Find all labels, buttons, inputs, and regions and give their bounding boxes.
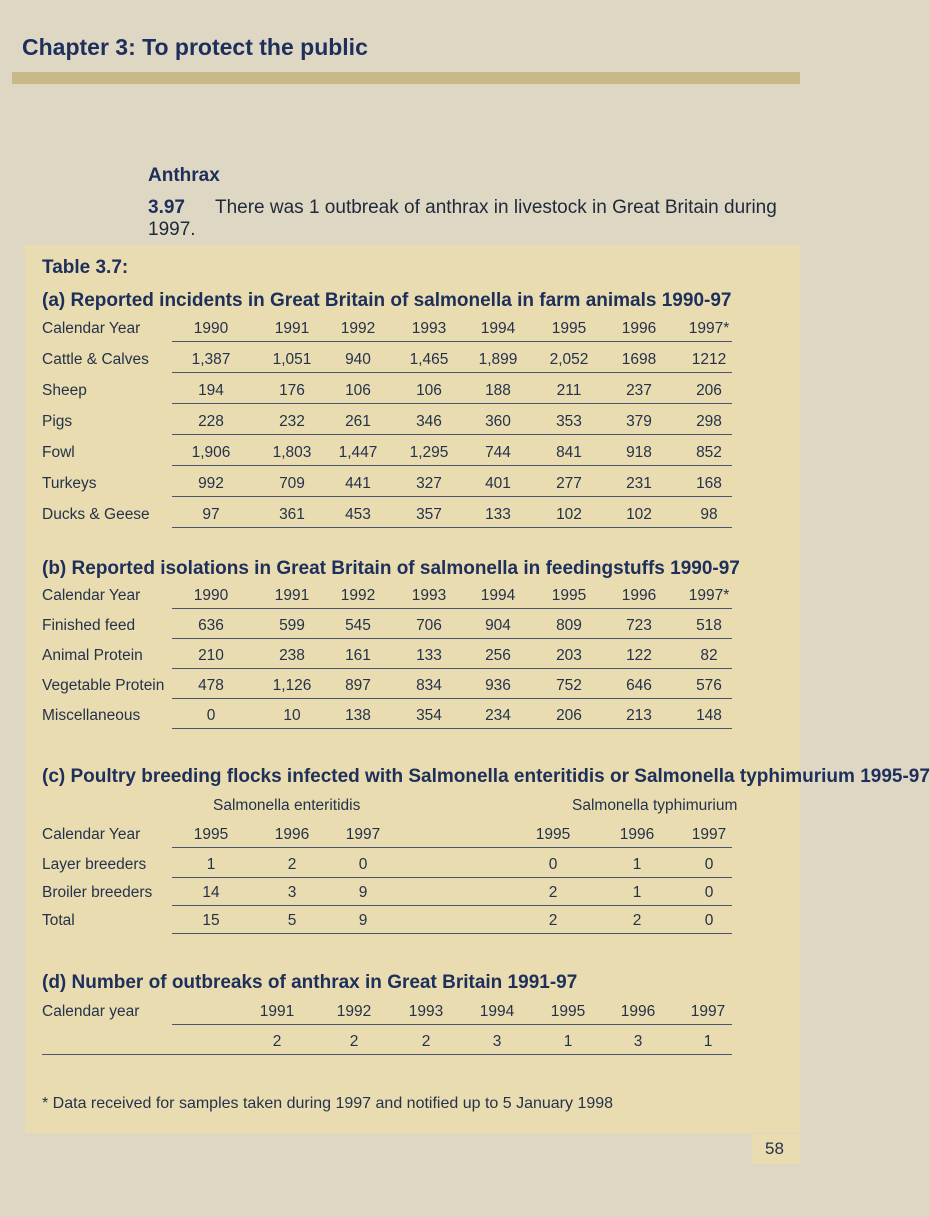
table-cell: 194 <box>198 382 224 399</box>
table-cell: 1992 <box>340 587 376 604</box>
table-cell: 1990 <box>193 587 229 604</box>
table-cell: 168 <box>696 475 722 492</box>
table-cell: 1991 <box>274 587 310 604</box>
table-cell: 1991 <box>259 1003 295 1020</box>
table-cell: 9 <box>358 912 368 929</box>
table-cell: 133 <box>416 647 442 664</box>
table-cell: 122 <box>626 647 652 664</box>
table-cell: 1997* <box>688 587 730 604</box>
section-d-title: (d) Number of outbreaks of anthrax in Great Britain 1991-97 <box>42 972 578 993</box>
table-cell: 545 <box>345 617 371 634</box>
table-cell: 401 <box>485 475 511 492</box>
table-cell: 834 <box>416 677 442 694</box>
table-cell: 1,387 <box>191 351 231 368</box>
paragraph-text: There was 1 outbreak of anthrax in livestock in Great Britain during 1997. <box>148 197 777 240</box>
table-cell: 97 <box>202 506 220 523</box>
anthrax-heading: Anthrax <box>148 165 220 186</box>
table-cell: 237 <box>626 382 652 399</box>
table-cell: 1698 <box>621 351 657 368</box>
table-cell: 1995 <box>193 826 229 843</box>
row-underline <box>172 465 732 466</box>
table-cell: 1994 <box>480 320 516 337</box>
table-cell: 14 <box>202 884 220 901</box>
table-cell: 3 <box>633 1033 643 1050</box>
table-cell: 918 <box>626 444 652 461</box>
table-cell: 1997* <box>688 320 730 337</box>
table-row <box>42 444 732 469</box>
table-cell: 1994 <box>479 1003 515 1020</box>
header-row <box>42 587 732 612</box>
chapter-title: Chapter 3: To protect the public <box>22 34 368 60</box>
table-cell: 1 <box>632 884 642 901</box>
section-c-title: (c) Poultry breeding flocks infected with Salmonella enteritidis or Salmonella typhimurium 1995-97 <box>42 766 930 787</box>
table-cell: 357 <box>416 506 442 523</box>
table-cell: 904 <box>485 617 511 634</box>
table-cell: 897 <box>345 677 371 694</box>
table-cell: 576 <box>696 677 722 694</box>
row-underline <box>172 403 732 404</box>
page-number: 58 <box>765 1139 784 1158</box>
section-a-title: (a) Reported incidents in Great Britain of salmonella in farm animals 1990-97 <box>42 290 732 311</box>
table-row <box>42 382 732 407</box>
table-cell: 0 <box>206 707 216 724</box>
table-cell: 1990 <box>193 320 229 337</box>
table-cell: 636 <box>198 617 224 634</box>
row-label: Ducks & Geese <box>42 506 150 523</box>
row-underline <box>172 1024 732 1025</box>
table-cell: 3 <box>492 1033 502 1050</box>
table-cell: 15 <box>202 912 220 929</box>
table-cell: 1212 <box>691 351 727 368</box>
table-cell: 98 <box>700 506 718 523</box>
row-underline <box>172 847 732 848</box>
table-cell: 1993 <box>411 587 447 604</box>
table-cell: 1 <box>206 856 216 873</box>
table-cell: 10 <box>283 707 301 724</box>
table-cell: 1996 <box>621 587 657 604</box>
table-cell: 353 <box>556 413 582 430</box>
table-cell: 599 <box>279 617 305 634</box>
row-underline <box>172 698 732 699</box>
row-underline <box>172 341 732 342</box>
row-label: Pigs <box>42 413 73 430</box>
row-underline <box>172 638 732 639</box>
table-cell: 1993 <box>408 1003 444 1020</box>
table-row <box>42 884 732 909</box>
row-label: Animal Protein <box>42 647 143 664</box>
table-cell: 188 <box>485 382 511 399</box>
row-underline <box>172 905 732 906</box>
table-cell: 1 <box>632 856 642 873</box>
table-cell: 992 <box>198 475 224 492</box>
table-cell: 102 <box>626 506 652 523</box>
table-row <box>42 647 732 672</box>
footnote: * Data received for samples taken during 1997 and notified up to 5 January 1998 <box>42 1095 614 1112</box>
table-cell: 206 <box>556 707 582 724</box>
table-row <box>42 506 732 531</box>
table-cell: 752 <box>556 677 582 694</box>
table-cell: 1995 <box>551 320 587 337</box>
table-cell: 1993 <box>411 320 447 337</box>
table-cell: 298 <box>696 413 722 430</box>
table-cell: 841 <box>556 444 582 461</box>
table-cell: 1995 <box>550 1003 586 1020</box>
table-cell: 1992 <box>340 320 376 337</box>
row-label: Turkeys <box>42 475 97 492</box>
row-label: Calendar year <box>42 1003 140 1020</box>
table-cell: 1991 <box>274 320 310 337</box>
table-cell: 1996 <box>274 826 310 843</box>
table-cell: 148 <box>696 707 722 724</box>
table-cell: 5 <box>287 912 297 929</box>
row-underline <box>42 1054 732 1055</box>
table-cell: 354 <box>416 707 442 724</box>
table-cell: 441 <box>345 475 371 492</box>
table-cell: 1996 <box>620 1003 656 1020</box>
table-cell: 3 <box>287 884 297 901</box>
row-label: Total <box>42 912 75 929</box>
row-underline <box>172 933 732 934</box>
table-cell: 106 <box>345 382 371 399</box>
table-cell: 161 <box>345 647 371 664</box>
table-cell: 1,465 <box>409 351 449 368</box>
table-label: Table 3.7: <box>42 257 129 278</box>
table-cell: 0 <box>548 856 558 873</box>
chapter-rule <box>12 72 800 84</box>
table-cell: 1,447 <box>338 444 378 461</box>
header-row <box>42 1003 732 1028</box>
table-cell: 852 <box>696 444 722 461</box>
table-cell: 2 <box>421 1033 431 1050</box>
table-cell: 256 <box>485 647 511 664</box>
table-cell: 2,052 <box>549 351 589 368</box>
table-cell: 232 <box>279 413 305 430</box>
table-cell: 277 <box>556 475 582 492</box>
table-cell: 518 <box>696 617 722 634</box>
table-cell: 0 <box>704 912 714 929</box>
row-label: Calendar Year <box>42 320 141 337</box>
row-underline <box>172 608 732 609</box>
table-cell: 206 <box>696 382 722 399</box>
table-cell: 1,906 <box>191 444 231 461</box>
table-cell: 106 <box>416 382 442 399</box>
table-cell: 744 <box>485 444 511 461</box>
row-underline <box>172 527 732 528</box>
table-cell: 1997 <box>691 826 727 843</box>
table-cell: 1 <box>703 1033 713 1050</box>
table-cell: 133 <box>485 506 511 523</box>
paragraph-number: 3.97 <box>148 197 185 218</box>
table-cell: 1997 <box>345 826 381 843</box>
section-c-group-enteritidis: Salmonella enteritidis <box>213 797 361 814</box>
row-label: Finished feed <box>42 617 136 634</box>
table-cell: 2 <box>287 856 297 873</box>
table-cell: 646 <box>626 677 652 694</box>
table-cell: 2 <box>272 1033 282 1050</box>
table-cell: 1996 <box>619 826 655 843</box>
table-cell: 1992 <box>336 1003 372 1020</box>
table-row <box>42 475 732 500</box>
table-row <box>42 351 732 376</box>
table-cell: 2 <box>349 1033 359 1050</box>
table-cell: 360 <box>485 413 511 430</box>
table-row <box>42 856 732 881</box>
anthrax-paragraph <box>148 197 800 241</box>
table-cell: 228 <box>198 413 224 430</box>
table-cell: 82 <box>700 647 718 664</box>
row-label: Miscellaneous <box>42 707 141 724</box>
row-underline <box>172 434 732 435</box>
row-label: Vegetable Protein <box>42 677 165 694</box>
table-cell: 1995 <box>535 826 571 843</box>
table-cell: 231 <box>626 475 652 492</box>
table-cell: 940 <box>345 351 371 368</box>
table-cell: 1,051 <box>272 351 312 368</box>
table-cell: 379 <box>626 413 652 430</box>
table-cell: 138 <box>345 707 371 724</box>
header-row <box>42 826 732 851</box>
table-cell: 1,295 <box>409 444 449 461</box>
row-label: Cattle & Calves <box>42 351 149 368</box>
table-cell: 213 <box>626 707 652 724</box>
table-cell: 2 <box>548 884 558 901</box>
table-cell: 0 <box>704 884 714 901</box>
table-cell: 1995 <box>551 587 587 604</box>
row-label: Calendar Year <box>42 826 141 843</box>
table-row <box>42 912 732 937</box>
table-cell: 346 <box>416 413 442 430</box>
row-label: Fowl <box>42 444 75 461</box>
table-cell: 2 <box>548 912 558 929</box>
table-cell: 0 <box>358 856 368 873</box>
table-cell: 723 <box>626 617 652 634</box>
table-cell: 203 <box>556 647 582 664</box>
table-cell: 706 <box>416 617 442 634</box>
row-underline <box>172 728 732 729</box>
table-cell: 1997 <box>690 1003 726 1020</box>
table-row <box>42 617 732 642</box>
table-row <box>42 707 732 732</box>
row-underline <box>172 372 732 373</box>
table-cell: 1 <box>563 1033 573 1050</box>
table-cell: 478 <box>198 677 224 694</box>
table-cell: 709 <box>279 475 305 492</box>
row-underline <box>172 668 732 669</box>
table-row <box>42 677 732 702</box>
table-cell: 2 <box>632 912 642 929</box>
table-cell: 102 <box>556 506 582 523</box>
section-b-title: (b) Reported isolations in Great Britain of salmonella in feedingstuffs 1990-97 <box>42 558 740 579</box>
table-cell: 210 <box>198 647 224 664</box>
table-cell: 1,899 <box>478 351 518 368</box>
table-cell: 361 <box>279 506 305 523</box>
table-cell: 176 <box>279 382 305 399</box>
table-cell: 327 <box>416 475 442 492</box>
table-cell: 1,803 <box>272 444 312 461</box>
row-underline <box>172 877 732 878</box>
table-cell: 238 <box>279 647 305 664</box>
row-label: Sheep <box>42 382 87 399</box>
table-cell: 1994 <box>480 587 516 604</box>
row-label: Broiler breeders <box>42 884 153 901</box>
table-cell: 809 <box>556 617 582 634</box>
row-label: Calendar Year <box>42 587 141 604</box>
table-cell: 0 <box>704 856 714 873</box>
row-label: Layer breeders <box>42 856 147 873</box>
row-underline <box>172 496 732 497</box>
table-cell: 211 <box>556 382 582 399</box>
table-row <box>42 1033 732 1058</box>
table-row <box>42 413 732 438</box>
table-cell: 936 <box>485 677 511 694</box>
table-cell: 1,126 <box>272 677 312 694</box>
table-cell: 9 <box>358 884 368 901</box>
table-cell: 234 <box>485 707 511 724</box>
header-row <box>42 320 732 345</box>
table-cell: 261 <box>345 413 371 430</box>
table-cell: 453 <box>345 506 371 523</box>
section-c-group-typhimurium: Salmonella typhimurium <box>572 797 738 814</box>
table-cell: 1996 <box>621 320 657 337</box>
